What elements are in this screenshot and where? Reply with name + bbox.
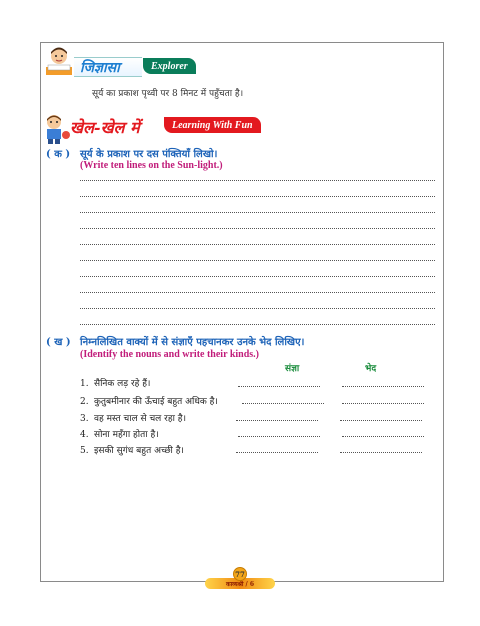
q1-label: ( क ) (46, 149, 71, 160)
answer-line[interactable] (80, 292, 435, 293)
sentence-item: 1. सैनिक लड़ रहे हैं। (80, 379, 151, 389)
q2-text-hindi: निम्नलिखित वाक्यों में से संज्ञाएँ पहचानकर उनके भेद लिखिए। (80, 337, 305, 348)
answer-line[interactable] (80, 260, 435, 261)
sentence-item: 5. इसकी सुगंध बहुत अच्छी है। (80, 446, 184, 456)
noun-blank[interactable] (238, 386, 320, 387)
answer-line[interactable] (80, 196, 435, 197)
q1-text-english: (Write ten lines on the Sun-light.) (80, 160, 223, 171)
noun-blank[interactable] (238, 436, 320, 437)
sentence-item: 3. वह मस्त चाल से चल रहा है। (80, 414, 186, 424)
jigyasa-banner (74, 57, 142, 77)
kind-blank[interactable] (340, 452, 422, 453)
jigyasa-title: जिज्ञासा (80, 59, 120, 76)
answer-line[interactable] (80, 180, 435, 181)
answer-line[interactable] (80, 212, 435, 213)
column-header-kind: भेद (365, 364, 377, 374)
playing-child-icon (40, 113, 72, 145)
book-name: काव्यश्री / 6 (225, 580, 255, 588)
learning-with-fun-tag: Learning With Fun (164, 117, 261, 133)
jigyasa-fact: सूर्य का प्रकाश पृथ्वी पर 8 मिनट में पहुँचता है। (92, 89, 244, 99)
q2-label: ( ख ) (46, 337, 71, 348)
noun-blank[interactable] (236, 452, 318, 453)
kind-blank[interactable] (342, 436, 424, 437)
kind-blank[interactable] (342, 403, 424, 404)
page-number: 77 (233, 567, 247, 581)
noun-blank[interactable] (236, 420, 318, 421)
answer-line[interactable] (80, 324, 435, 325)
answer-line[interactable] (80, 228, 435, 229)
sentence-item: 2. कुतुबमीनार की ऊँचाई बहुत अधिक है। (80, 397, 218, 407)
answer-line[interactable] (80, 244, 435, 245)
q1-text-hindi: सूर्य के प्रकाश पर दस पंक्तियाँ लिखो। (80, 149, 218, 160)
kind-blank[interactable] (342, 386, 424, 387)
noun-blank[interactable] (242, 403, 324, 404)
kind-blank[interactable] (340, 420, 422, 421)
khel-title: खेल-खेल में (70, 118, 140, 137)
reading-child-icon (42, 45, 76, 79)
explorer-tag: Explorer (143, 58, 196, 74)
column-header-noun: संज्ञा (285, 364, 300, 374)
answer-line[interactable] (80, 276, 435, 277)
sentence-item: 4. सोना महँगा होता है। (80, 430, 159, 440)
answer-line[interactable] (80, 308, 435, 309)
q2-text-english: (Identify the nouns and write their kinds.) (80, 349, 260, 360)
